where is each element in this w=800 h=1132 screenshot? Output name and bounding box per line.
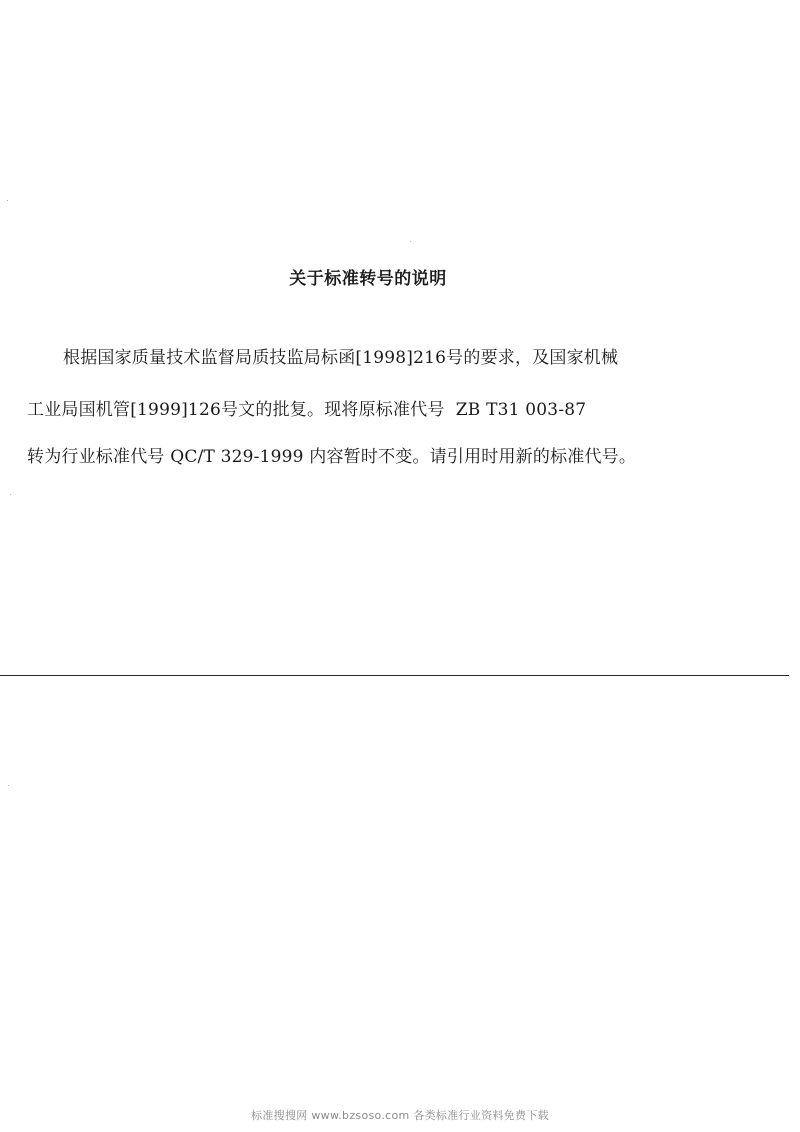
document-title: 关于标准转号的说明 <box>289 269 447 289</box>
horizontal-divider <box>0 675 789 676</box>
scan-speck <box>7 200 8 201</box>
scan-speck <box>10 494 11 495</box>
paragraph-line-1: 根据国家质量技术监督局质技监局标函[1998]216号的要求，及国家机械 <box>63 348 619 368</box>
paragraph-line-2: 工业局国机管[1999]126号文的批复。现将原标准代号 ZB T31 003-87 <box>27 400 587 420</box>
footer-watermark: 标准搜搜网 www.bzsoso.com 各类标准行业资料免费下载 <box>251 1109 549 1122</box>
scan-speck <box>410 241 411 242</box>
scan-speck <box>8 785 9 786</box>
paragraph-line-3: 转为行业标准代号 QC/T 329-1999 内容暂时不变。请引用时用新的标准代号。 <box>27 447 637 467</box>
